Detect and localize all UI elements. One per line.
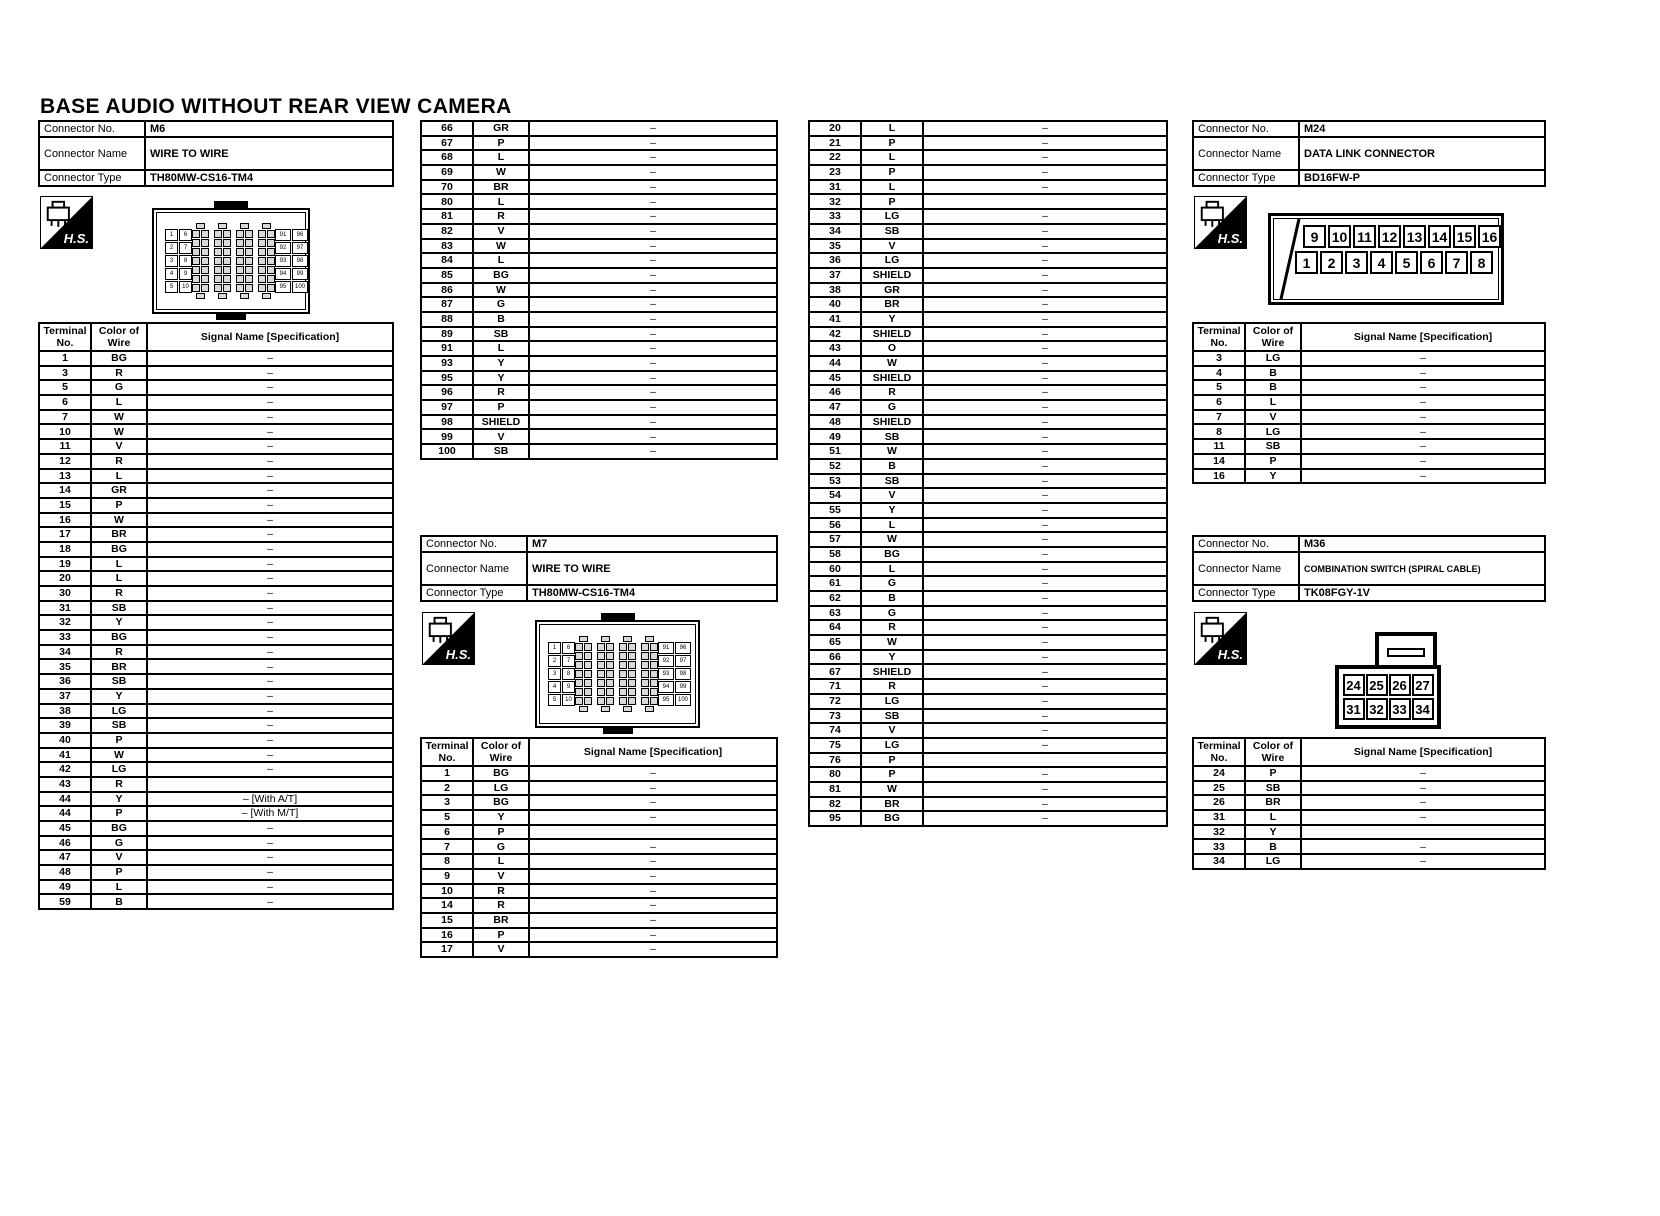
dense-pin-column (575, 636, 592, 712)
table-row: 7 V – (1193, 410, 1545, 425)
table-row: 18 BG – (39, 542, 393, 557)
table-row: 37 SHIELD – (809, 268, 1167, 283)
pin-cell-94: 94 (275, 268, 291, 280)
pin-cell-95: 95 (275, 281, 291, 293)
table-row: 61 G – (809, 576, 1167, 591)
table-row: 32 Y (1193, 825, 1545, 840)
table-row: 80 P – (809, 767, 1167, 782)
table-row: 45 SHIELD – (809, 371, 1167, 386)
pin-cell-7: 7 (562, 655, 575, 667)
table-row: 22 L – (809, 150, 1167, 165)
table-row: 15 P – (39, 498, 393, 513)
pin-grid (192, 223, 275, 299)
table-row: 48 P – (39, 865, 393, 880)
table-row: 91 L – (421, 341, 777, 356)
table-row: 87 G – (421, 297, 777, 312)
pin-cell-3: 3 (548, 668, 561, 680)
table-row: 45 BG – (39, 821, 393, 836)
table-row: 67 SHIELD – (809, 664, 1167, 679)
table-row: 49 SB – (809, 429, 1167, 444)
table-row: 69 W – (421, 165, 777, 180)
table-row: 44 P – [With M/T] (39, 806, 393, 821)
table-row: 36 SB – (39, 674, 393, 689)
pin-cell-92: 92 (275, 242, 291, 254)
pin-cell-3: 3 (165, 255, 178, 267)
pin-cell-91: 91 (275, 229, 291, 241)
table-row: 31 L – (1193, 810, 1545, 825)
pin-cell-13: 13 (1403, 225, 1426, 248)
pin-cell-24: 24 (1343, 674, 1365, 696)
terminal-no-header: Terminal No. (421, 738, 473, 766)
connector-info-m6 (38, 120, 394, 187)
connector-no-label: Connector No. (39, 121, 145, 137)
table-row: 64 R – (809, 620, 1167, 635)
hs-logo (1194, 196, 1247, 249)
table-row: 46 G – (39, 836, 393, 851)
table-row: 21 P – (809, 136, 1167, 151)
pin-cell-2: 2 (165, 242, 178, 254)
table-row: 7 W – (39, 410, 393, 425)
pin-cell-8: 8 (562, 668, 575, 680)
table-row: 100 SB – (421, 444, 777, 459)
connector-type-value: TH80MW-CS16-TM4 (145, 170, 393, 186)
table-row: 25 SB – (1193, 781, 1545, 796)
table-row: 13 L – (39, 469, 393, 484)
connector-type-label: Connector Type (39, 170, 145, 186)
table-row: 6 P (421, 825, 777, 840)
dense-pin-column (597, 636, 614, 712)
pin-cell-6: 6 (1420, 251, 1443, 274)
table-row: 54 V – (809, 488, 1167, 503)
connector-type-label: Connector Type (421, 585, 527, 601)
terminal-no-header: Terminal No. (1193, 323, 1245, 351)
pin-block-right (275, 229, 308, 293)
table-row: 17 V – (421, 942, 777, 957)
pin-cell-34: 34 (1412, 698, 1434, 720)
pin-cell-31: 31 (1343, 698, 1365, 720)
connector-name-value: WIRE TO WIRE (145, 137, 393, 170)
connector-info-m7 (420, 535, 778, 602)
table-row: 83 W – (421, 239, 777, 254)
table-row: 33 B – (1193, 839, 1545, 854)
dense-pin-column (619, 636, 636, 712)
table-row: 10 W – (39, 424, 393, 439)
dense-pin-column (258, 223, 275, 299)
table-row: 41 Y – (809, 312, 1167, 327)
table-row: 39 SB – (39, 718, 393, 733)
table-row: 23 P – (809, 165, 1167, 180)
table-row: 98 SHIELD – (421, 415, 777, 430)
table-row: 16 Y – (1193, 469, 1545, 484)
table-row: 36 LG – (809, 253, 1167, 268)
table-row: 89 SB – (421, 327, 777, 342)
terminal-table-m6-continued (420, 120, 778, 460)
pin-cell-8: 8 (1470, 251, 1493, 274)
connector-tab (603, 726, 633, 734)
dense-pin-column (214, 223, 231, 299)
table-row: 15 BR – (421, 913, 777, 928)
table-row: 16 W – (39, 513, 393, 528)
pin-cell-6: 6 (562, 642, 575, 654)
connector-tab (601, 613, 635, 622)
table-row: 42 LG – (39, 762, 393, 777)
table-row: 84 L – (421, 253, 777, 268)
terminal-table-m36 (1192, 737, 1546, 870)
table-row: 63 G – (809, 606, 1167, 621)
pin-cell-15: 15 (1453, 225, 1476, 248)
table-row: 66 GR – (421, 121, 777, 136)
color-of-wire-header: Color of Wire (473, 738, 529, 766)
table-row: 48 SHIELD – (809, 415, 1167, 430)
connector-no-value: M36 (1299, 536, 1545, 552)
table-row: 14 P – (1193, 454, 1545, 469)
table-row: 4 B – (1193, 366, 1545, 381)
pin-cell-6: 6 (179, 229, 192, 241)
connector-drawing-m36 (1335, 632, 1441, 730)
pin-cell-12: 12 (1378, 225, 1401, 248)
table-row: 31 SB – (39, 601, 393, 616)
connector-name-label: Connector Name (1193, 552, 1299, 585)
terminal-table-m7-continued (808, 120, 1168, 827)
table-row: 58 BG – (809, 547, 1167, 562)
pin-cell-93: 93 (658, 668, 674, 680)
table-row: 30 R – (39, 586, 393, 601)
table-row: 20 L – (809, 121, 1167, 136)
pin-cell-92: 92 (658, 655, 674, 667)
pin-cell-4: 4 (1370, 251, 1393, 274)
table-row: 72 LG – (809, 694, 1167, 709)
table-row: 82 V – (421, 224, 777, 239)
pin-cell-5: 5 (1395, 251, 1418, 274)
pin-cell-9: 9 (179, 268, 192, 280)
table-row: 43 R (39, 777, 393, 792)
table-row: 47 G – (809, 400, 1167, 415)
pin-cell-2: 2 (1320, 251, 1343, 274)
pin-block-right (658, 642, 691, 706)
table-row: 95 BG – (809, 811, 1167, 826)
pin-block-left (165, 229, 192, 293)
table-row: 74 V – (809, 723, 1167, 738)
table-row: 33 BG – (39, 630, 393, 645)
pin-cell-97: 97 (292, 242, 308, 254)
pin-cell-8: 8 (179, 255, 192, 267)
pin-row-bottom (1295, 251, 1501, 274)
connector-type-value: TH80MW-CS16-TM4 (527, 585, 777, 601)
table-row: 46 R – (809, 385, 1167, 400)
pin-cell-7: 7 (1445, 251, 1468, 274)
pin-cell-11: 11 (1353, 225, 1376, 248)
terminal-table-m6 (38, 322, 394, 910)
table-row: 19 L – (39, 557, 393, 572)
table-row: 93 Y – (421, 356, 777, 371)
table-row: 31 L – (809, 180, 1167, 195)
table-row: 34 LG – (1193, 854, 1545, 869)
table-row: 26 BR – (1193, 795, 1545, 810)
table-row: 40 P – (39, 733, 393, 748)
connector-name-value: DATA LINK CONNECTOR (1299, 137, 1545, 170)
table-row: 33 LG – (809, 209, 1167, 224)
connector-tab (216, 312, 246, 320)
pin-cell-3: 3 (1345, 251, 1368, 274)
pin-cell-4: 4 (548, 681, 561, 693)
connector-type-value: BD16FW-P (1299, 170, 1545, 186)
pin-row-top (1341, 674, 1435, 696)
table-row: 97 P – (421, 400, 777, 415)
pin-cell-10: 10 (179, 281, 192, 293)
page-title: BASE AUDIO WITHOUT REAR VIEW CAMERA (40, 95, 512, 118)
table-row: 5 G – (39, 380, 393, 395)
hs-logo (422, 612, 475, 665)
table-row: 20 L – (39, 571, 393, 586)
signal-name-header: Signal Name [Specification] (147, 323, 393, 351)
table-row: 86 W – (421, 283, 777, 298)
connector-tab (214, 201, 248, 210)
table-row: 3 BG – (421, 795, 777, 810)
pin-cell-99: 99 (292, 268, 308, 280)
table-row: 99 V – (421, 429, 777, 444)
connector-drawing-m7 (535, 620, 700, 728)
connector-info-m36 (1192, 535, 1546, 602)
connector-drawing-m24 (1268, 213, 1504, 305)
table-row: 57 W – (809, 532, 1167, 547)
table-row: 43 O – (809, 341, 1167, 356)
table-row: 56 L – (809, 518, 1167, 533)
pin-cell-16: 16 (1478, 225, 1501, 248)
connector-name-label: Connector Name (1193, 137, 1299, 170)
hs-label: H.S. (63, 231, 89, 246)
table-row: 35 BR – (39, 659, 393, 674)
connector-type-value: TK08FGY-1V (1299, 585, 1545, 601)
table-row: 8 LG – (1193, 424, 1545, 439)
dense-pin-column (641, 636, 658, 712)
hs-label: H.S. (445, 647, 471, 662)
table-row: 66 Y – (809, 650, 1167, 665)
table-row: 55 Y – (809, 503, 1167, 518)
table-row: 96 R – (421, 385, 777, 400)
pin-cell-1: 1 (548, 642, 561, 654)
table-row: 88 B – (421, 312, 777, 327)
table-row: 47 V – (39, 850, 393, 865)
pin-cell-10: 10 (1328, 225, 1351, 248)
pin-cell-95: 95 (658, 694, 674, 706)
pin-cell-5: 5 (165, 281, 178, 293)
table-row: 52 B – (809, 459, 1167, 474)
table-row: 14 R – (421, 898, 777, 913)
table-row: 11 V – (39, 439, 393, 454)
pin-cell-25: 25 (1366, 674, 1388, 696)
pin-cell-33: 33 (1389, 698, 1411, 720)
table-row: 49 L – (39, 880, 393, 895)
table-row: 1 BG – (39, 351, 393, 366)
table-row: 10 R – (421, 884, 777, 899)
connector-no-value: M24 (1299, 121, 1545, 137)
table-row: 95 Y – (421, 371, 777, 386)
pin-cell-32: 32 (1366, 698, 1388, 720)
pin-cell-98: 98 (675, 668, 691, 680)
table-row: 60 L – (809, 562, 1167, 577)
pin-grid (575, 636, 658, 712)
table-row: 35 V – (809, 239, 1167, 254)
pin-cell-91: 91 (658, 642, 674, 654)
pin-cell-26: 26 (1389, 674, 1411, 696)
pin-cell-10: 10 (562, 694, 575, 706)
pin-cell-96: 96 (292, 229, 308, 241)
table-row: 62 B – (809, 591, 1167, 606)
signal-name-header: Signal Name [Specification] (1301, 323, 1545, 351)
signal-name-header: Signal Name [Specification] (529, 738, 777, 766)
terminal-no-header: Terminal No. (39, 323, 91, 351)
table-row: 5 B – (1193, 380, 1545, 395)
color-of-wire-header: Color of Wire (1245, 323, 1301, 351)
table-row: 75 LG – (809, 738, 1167, 753)
table-row: 38 GR – (809, 283, 1167, 298)
terminal-table-m24 (1192, 322, 1546, 484)
pin-cell-27: 27 (1412, 674, 1434, 696)
dense-pin-column (236, 223, 253, 299)
hs-logo (1194, 612, 1247, 665)
table-row: 73 SB – (809, 709, 1167, 724)
table-row: 67 P – (421, 136, 777, 151)
table-row: 3 R – (39, 366, 393, 381)
table-row: 7 G – (421, 839, 777, 854)
table-row: 44 W – (809, 356, 1167, 371)
pin-cell-98: 98 (292, 255, 308, 267)
table-row: 3 LG – (1193, 351, 1545, 366)
table-row: 68 L – (421, 150, 777, 165)
hs-label: H.S. (1217, 231, 1243, 246)
pin-block-left (548, 642, 575, 706)
table-row: 14 GR – (39, 483, 393, 498)
connector-info-m24 (1192, 120, 1546, 187)
table-row: 6 L – (1193, 395, 1545, 410)
color-of-wire-header: Color of Wire (1245, 738, 1301, 766)
table-row: 34 R – (39, 645, 393, 660)
table-row: 2 LG – (421, 781, 777, 796)
connector-drawing-m6 (152, 208, 310, 314)
pin-cell-7: 7 (179, 242, 192, 254)
pin-cell-5: 5 (548, 694, 561, 706)
connector-no-label: Connector No. (421, 536, 527, 552)
table-row: 6 L – (39, 395, 393, 410)
table-row: 59 B – (39, 894, 393, 909)
table-row: 5 Y – (421, 810, 777, 825)
table-row: 41 W – (39, 748, 393, 763)
table-row: 11 SB – (1193, 439, 1545, 454)
table-row: 82 BR – (809, 797, 1167, 812)
pin-cell-100: 100 (292, 281, 308, 293)
pin-cell-14: 14 (1428, 225, 1451, 248)
table-row: 81 R – (421, 209, 777, 224)
table-row: 44 Y – [With A/T] (39, 792, 393, 807)
pin-row-bottom (1341, 698, 1435, 720)
hs-logo (40, 196, 93, 249)
table-row: 8 L – (421, 854, 777, 869)
table-row: 34 SB – (809, 224, 1167, 239)
table-row: 70 BR – (421, 180, 777, 195)
table-row: 32 Y – (39, 615, 393, 630)
table-row: 38 LG – (39, 704, 393, 719)
table-row: 85 BG – (421, 268, 777, 283)
table-row: 42 SHIELD – (809, 327, 1167, 342)
color-of-wire-header: Color of Wire (91, 323, 147, 351)
connector-name-value: WIRE TO WIRE (527, 552, 777, 585)
connector-no-label: Connector No. (1193, 121, 1299, 137)
table-row: 65 W – (809, 635, 1167, 650)
connector-type-label: Connector Type (1193, 170, 1299, 186)
dense-pin-column (192, 223, 209, 299)
pin-cell-99: 99 (675, 681, 691, 693)
signal-name-header: Signal Name [Specification] (1301, 738, 1545, 766)
connector-no-value: M7 (527, 536, 777, 552)
table-row: 24 P – (1193, 766, 1545, 781)
table-row: 16 P – (421, 928, 777, 943)
table-row: 32 P (809, 194, 1167, 209)
pin-cell-93: 93 (275, 255, 291, 267)
table-row: 53 SB – (809, 474, 1167, 489)
pin-cell-94: 94 (658, 681, 674, 693)
connector-name-label: Connector Name (421, 552, 527, 585)
pin-cell-100: 100 (675, 694, 691, 706)
table-row: 80 L – (421, 194, 777, 209)
pin-row-top (1303, 225, 1501, 248)
connector-name-value: COMBINATION SWITCH (SPIRAL CABLE) (1299, 552, 1545, 585)
table-row: 17 BR – (39, 527, 393, 542)
connector-slot (1387, 648, 1425, 657)
table-row: 40 BR – (809, 297, 1167, 312)
table-row: 81 W – (809, 782, 1167, 797)
table-row: 76 P (809, 753, 1167, 768)
table-row: 51 W – (809, 444, 1167, 459)
connector-type-label: Connector Type (1193, 585, 1299, 601)
pin-cell-9: 9 (1303, 225, 1326, 248)
pin-cell-1: 1 (1295, 251, 1318, 274)
pin-cell-2: 2 (548, 655, 561, 667)
table-row: 1 BG – (421, 766, 777, 781)
pin-cell-4: 4 (165, 268, 178, 280)
table-row: 37 Y – (39, 689, 393, 704)
hs-label: H.S. (1217, 647, 1243, 662)
terminal-table-m7 (420, 737, 778, 958)
pin-cell-97: 97 (675, 655, 691, 667)
connector-name-label: Connector Name (39, 137, 145, 170)
table-row: 71 R – (809, 679, 1167, 694)
pin-cell-96: 96 (675, 642, 691, 654)
pin-cell-1: 1 (165, 229, 178, 241)
connector-no-value: M6 (145, 121, 393, 137)
table-row: 9 V – (421, 869, 777, 884)
table-row: 12 R – (39, 454, 393, 469)
connector-no-label: Connector No. (1193, 536, 1299, 552)
terminal-no-header: Terminal No. (1193, 738, 1245, 766)
pin-cell-9: 9 (562, 681, 575, 693)
